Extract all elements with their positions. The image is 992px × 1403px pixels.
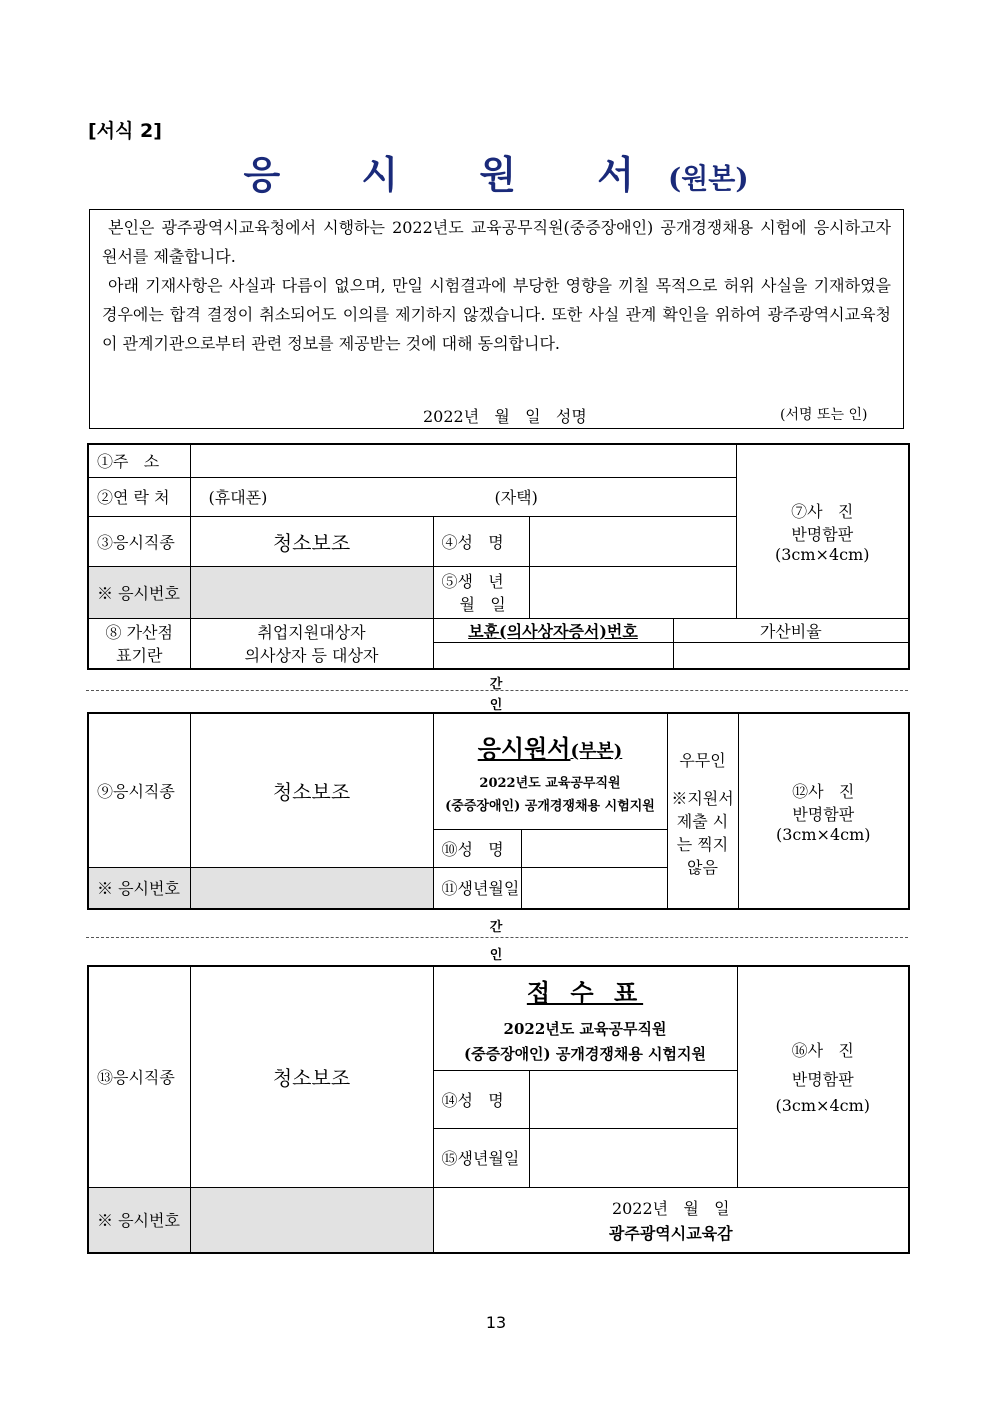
copy-title-box bbox=[433, 713, 667, 829]
photo-label: ⑦사 진 bbox=[791, 501, 854, 521]
receipt-photo-size: 반명함판 bbox=[791, 1070, 854, 1090]
copy-form-table bbox=[87, 712, 910, 910]
bonus-rate-header: 가산비율 bbox=[673, 618, 909, 642]
copy-photo-box bbox=[738, 713, 909, 909]
receipt-name-label: ⑭성 명 bbox=[433, 1070, 529, 1128]
photo-dim-label: (3cm×4cm) bbox=[774, 544, 870, 564]
exam-no-label: ※ 응시번호 bbox=[88, 566, 190, 618]
receipt-job-label: ⑬응시직종 bbox=[88, 966, 190, 1187]
date-name-line: 2022년 월 일 성명 bbox=[423, 407, 587, 426]
receipt-exam-line1: 2022년도 교육공무직원 bbox=[503, 1019, 667, 1038]
copy-exam-no-field bbox=[190, 867, 433, 909]
bonus-label bbox=[88, 618, 190, 669]
receipt-title-box bbox=[433, 966, 737, 1070]
receipt-job-value: 청소보조 bbox=[190, 966, 433, 1187]
receipt-birth-field[interactable] bbox=[529, 1128, 737, 1187]
copy-job-value: 청소보조 bbox=[190, 713, 433, 867]
mobile-label: (휴대폰) bbox=[208, 488, 268, 507]
receipt-date: 2022년 월 일 bbox=[611, 1198, 730, 1218]
copy-exam-line2: (중증장애인) 공개경쟁채용 시험지원 bbox=[445, 798, 655, 814]
birth-field[interactable] bbox=[529, 566, 736, 618]
cut-mark-2-bottom: 인 bbox=[489, 948, 503, 963]
declaration-para1: 본인은 광주광역시교육청에서 시행하는 2022년도 교육공무직원(중증장애인) 공개경쟁채용 시험에 응시하고자 원서를 제출합니다. bbox=[102, 218, 891, 266]
bonus-number-field[interactable] bbox=[433, 642, 673, 669]
receipt-photo-label: ⑯사 진 bbox=[791, 1041, 854, 1061]
receipt-title: 접 수 표 bbox=[526, 977, 644, 1007]
receipt-table bbox=[87, 965, 910, 1254]
declaration-para2: 아래 기재사항은 사실과 다름이 없으며, 만일 시험결과에 부당한 영향을 끼칠 목적으로 허위 사실을 기재하였을 경우에는 합격 결정이 취소되어도 이의를 제기하지 않겠습니다. 또한 사실 관계 확인을 위하여 광주광역시교육청이 관계기관으로부터 관련 정보를 제공받는 것에 대해 동의합니다. bbox=[102, 276, 891, 353]
job-value: 청소보조 bbox=[190, 516, 433, 566]
bonus-types bbox=[190, 618, 433, 669]
copy-name-label: ⑩성 명 bbox=[433, 829, 521, 867]
name-label: ④성 명 bbox=[433, 516, 529, 566]
cut-mark-1-bottom: 인 bbox=[489, 698, 503, 713]
home-label: (자택) bbox=[494, 488, 538, 507]
copy-photo-dim: (3cm×4cm) bbox=[776, 824, 871, 844]
bonus-type-1: 취업지원대상자 bbox=[257, 623, 366, 643]
photo-box bbox=[736, 444, 909, 618]
job-label: ③응시직종 bbox=[88, 516, 190, 566]
receipt-exam-no-field bbox=[190, 1187, 433, 1253]
contact-field[interactable] bbox=[190, 477, 736, 516]
original-form-table bbox=[87, 443, 910, 670]
copy-note-1: 우무인 bbox=[679, 751, 726, 770]
copy-note-2: ※지원서 제출 시는 찍지 않음 bbox=[671, 789, 734, 877]
receipt-photo-box bbox=[737, 966, 909, 1187]
birth-label bbox=[433, 566, 529, 618]
bonus-label-line2: 표기란 bbox=[116, 646, 163, 666]
copy-birth-label: ⑪생년월일 bbox=[433, 867, 521, 909]
cut-line-2 bbox=[86, 937, 908, 938]
copy-exam-no-label: ※ 응시번호 bbox=[88, 867, 190, 909]
title-main: 응 시 원 서 bbox=[243, 152, 668, 197]
copy-exam-line1: 2022년도 교육공무직원 bbox=[479, 775, 621, 791]
cut-line-1 bbox=[86, 690, 908, 691]
birth-label-line1: ⑤생 년 bbox=[441, 572, 504, 591]
receipt-photo-dim: (3cm×4cm) bbox=[775, 1096, 870, 1116]
address-label: ①주 소 bbox=[88, 444, 190, 477]
sign-note: (서명 또는 인) bbox=[780, 407, 868, 423]
bonus-number-header: 보훈(의사상자증서)번호 bbox=[433, 618, 673, 642]
copy-title-sub: (부본) bbox=[570, 740, 623, 762]
title-sub: (원본) bbox=[667, 162, 749, 195]
copy-job-label: ⑨응시직종 bbox=[88, 713, 190, 867]
copy-birth-field[interactable] bbox=[521, 867, 667, 909]
contact-label: ②연 락 처 bbox=[88, 477, 190, 516]
name-field[interactable] bbox=[529, 516, 736, 566]
receipt-issuer-box bbox=[433, 1187, 909, 1253]
receipt-exam-no-label: ※ 응시번호 bbox=[88, 1187, 190, 1253]
address-field[interactable] bbox=[190, 444, 736, 477]
receipt-name-field[interactable] bbox=[529, 1070, 737, 1128]
cut-mark-1-top: 간 bbox=[489, 677, 503, 692]
receipt-issuer: 광주광역시교육감 bbox=[608, 1223, 733, 1243]
bonus-label-line1: ⑧ 가산점 bbox=[105, 623, 173, 643]
form-tag: [서식 2] bbox=[88, 120, 162, 142]
copy-title: 응시원서 bbox=[477, 733, 571, 763]
receipt-birth-label: ⑮생년월일 bbox=[433, 1128, 529, 1187]
copy-name-field[interactable] bbox=[521, 829, 667, 867]
receipt-exam-line2: (중증장애인) 공개경쟁채용 시험지원 bbox=[464, 1044, 706, 1063]
photo-size-label: 반명함판 bbox=[791, 524, 854, 544]
declaration-box bbox=[89, 209, 904, 429]
birth-label-line2: 월 일 bbox=[459, 595, 506, 614]
cut-mark-2-top: 간 bbox=[489, 920, 503, 935]
page-number: 13 bbox=[485, 1313, 507, 1332]
page-title bbox=[0, 144, 992, 199]
copy-note-box bbox=[667, 713, 738, 909]
copy-photo-label: ⑫사 진 bbox=[792, 781, 855, 801]
bonus-type-2: 의사상자 등 대상자 bbox=[244, 646, 379, 666]
exam-no-field bbox=[190, 566, 433, 618]
bonus-rate-field[interactable] bbox=[673, 642, 909, 669]
copy-photo-size: 반명함판 bbox=[792, 804, 855, 824]
